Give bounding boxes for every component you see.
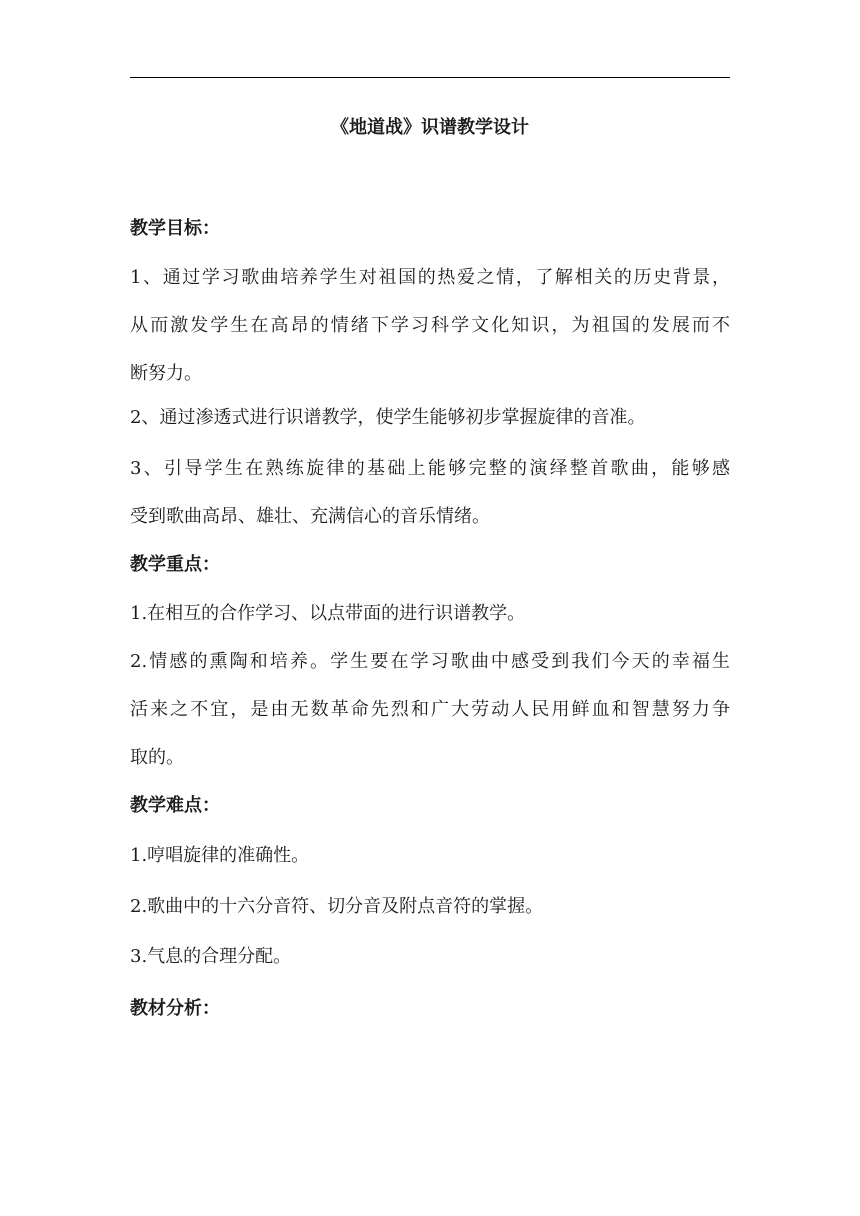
difficulty-item-2-line-1: 2.歌曲中的十六分音符、切分音及附点音符的掌握。 [130, 896, 544, 917]
objective-item-1 [130, 254, 730, 398]
objective-item-2-line-1: 2、通过渗透式进行识谱教学，使学生能够初步掌握旋律的音准。 [130, 407, 646, 428]
header-rule [130, 77, 730, 78]
document-title: 《地道战》识谱教学设计 [331, 117, 529, 138]
objective-item-1-line-1: 1、通过学习歌曲培养学生对祖国的热爱之情，了解相关的历史背景， [130, 267, 730, 288]
objective-item-3-line-2: 受到歌曲高昂、雄壮、充满信心的音乐情绪。 [130, 506, 490, 527]
key-point-item-2-line-2: 活来之不宜，是由无数革命先烈和广大劳动人民用鲜血和智慧努力争 [130, 699, 730, 720]
objective-item-1-line-2: 从而激发学生在高昂的情绪下学习科学文化知识，为祖国的发展而不 [130, 315, 730, 336]
key-point-item-2 [130, 638, 730, 782]
difficulty-item-3-line-1: 3.气息的合理分配。 [130, 946, 292, 967]
objective-item-1-line-3: 断努力。 [130, 363, 202, 384]
difficulty-item-3 [130, 933, 730, 981]
key-point-item-2-line-1: 2.情感的熏陶和培养。学生要在学习歌曲中感受到我们今天的幸福生 [130, 651, 730, 672]
difficulty-item-1 [130, 832, 730, 880]
objective-item-2 [130, 394, 730, 442]
section-heading-material-analysis: 教材分析： [130, 998, 220, 1019]
key-point-item-2-line-3: 取的。 [130, 747, 184, 768]
key-point-item-1-line-1: 1.在相互的合作学习、以点带面的进行识谱教学。 [130, 603, 526, 624]
section-heading-objectives: 教学目标： [130, 218, 220, 239]
section-heading-key-points: 教学重点： [130, 554, 220, 575]
key-point-item-1 [130, 590, 730, 638]
objective-item-3 [130, 445, 730, 541]
objective-item-3-line-1: 3、引导学生在熟练旋律的基础上能够完整的演绎整首歌曲，能够感 [130, 458, 730, 479]
section-heading-difficulties: 教学难点： [130, 795, 220, 816]
difficulty-item-1-line-1: 1.哼唱旋律的准确性。 [130, 845, 310, 866]
difficulty-item-2 [130, 883, 730, 931]
